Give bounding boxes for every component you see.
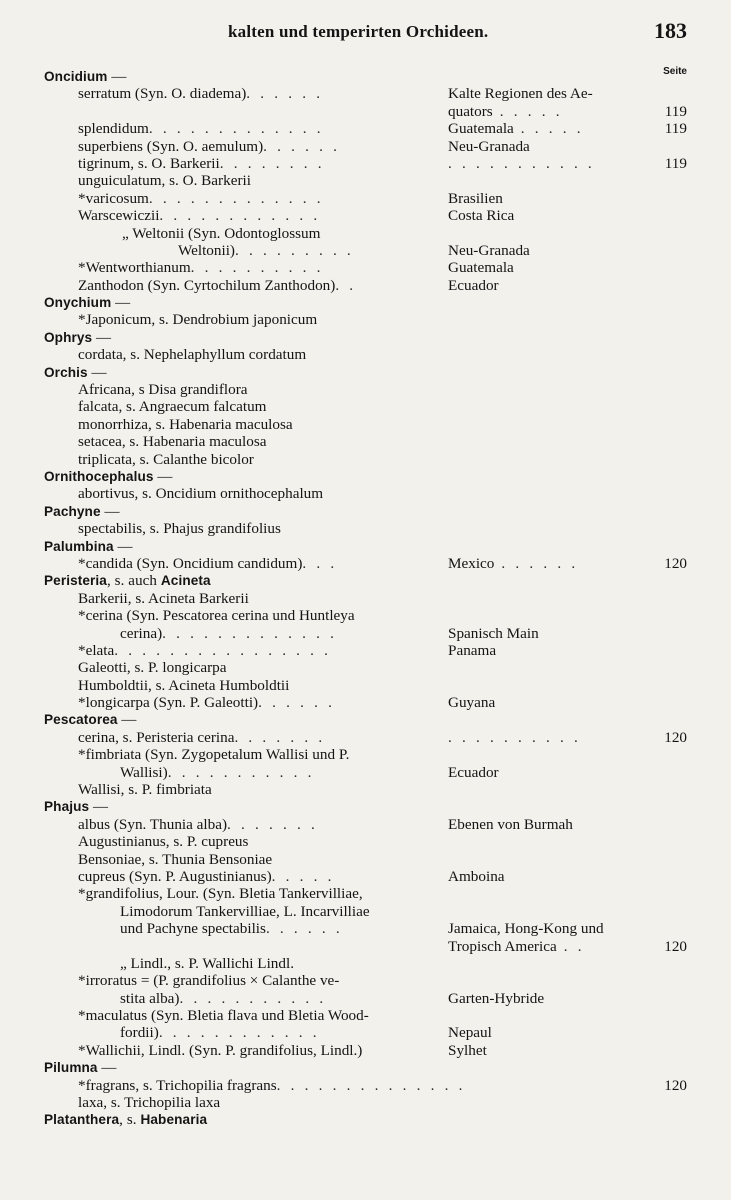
- index-row: [0, 346, 731, 363]
- genus-suffix: —: [107, 69, 127, 85]
- region-name: Neu-Granada: [448, 137, 530, 155]
- native-region: [448, 694, 495, 711]
- index-row: [0, 607, 731, 624]
- region-name: Sylhet: [448, 1041, 487, 1059]
- genus-heading-row: [0, 503, 731, 520]
- dot-leaders: . . . . .: [271, 867, 335, 885]
- genus-heading-row: [0, 68, 731, 85]
- region-name: Mexico: [448, 554, 495, 572]
- native-region: [448, 1042, 487, 1059]
- index-row: [0, 903, 731, 920]
- index-row: [0, 311, 731, 328]
- native-region: [448, 938, 585, 955]
- page-reference: 119: [664, 154, 687, 172]
- native-region: [448, 1024, 492, 1041]
- species-entry: *Wallichii, Lindl. (Syn. P. grandifolius, Lindl.): [78, 1041, 363, 1059]
- species-entry: Wallisi, s. P. fimbriata: [78, 781, 212, 799]
- genus-heading-row: [0, 364, 731, 381]
- genus-name: Phajus —: [44, 799, 109, 816]
- page-reference: 120: [664, 554, 687, 572]
- genus-heading-row: [0, 1059, 731, 1076]
- index-row: [0, 920, 731, 937]
- species-entry: Zanthodon (Syn. Cyrtochilum Zanthodon): [78, 276, 336, 294]
- region-dot-leaders: . . . . .: [492, 102, 563, 120]
- species-entry: cordata, s. Nephelaphyllum cordatum: [78, 346, 307, 364]
- genus-suffix: —: [97, 1060, 117, 1077]
- genus-heading-row: [0, 468, 731, 485]
- species-entry: falcata, s. Angraecum falcatum: [78, 398, 267, 416]
- index-row: [0, 833, 731, 850]
- genus-name: Palumbina —: [44, 538, 133, 555]
- genus-suffix: —: [87, 364, 107, 381]
- region-name: Jamaica, Hong-Kong und: [448, 920, 604, 938]
- native-region: [448, 920, 604, 937]
- region-name: Costa Rica: [448, 207, 515, 225]
- index-row: [0, 120, 731, 137]
- index-row: [0, 729, 731, 746]
- species-entry: *elata: [78, 641, 115, 659]
- native-region: [448, 242, 530, 259]
- region-name: Nepaul: [448, 1024, 492, 1042]
- region-name: Guyana: [448, 694, 496, 712]
- genus-heading-row: [0, 294, 731, 311]
- region-name: Brasilien: [448, 189, 503, 207]
- species-entry: cerina, s. Peristeria cerina: [78, 728, 235, 746]
- index-row: [0, 155, 731, 172]
- genus-suffix: , s. auch: [106, 573, 161, 590]
- orchid-index-list: [0, 68, 731, 1129]
- species-entry: *cerina (Syn. Pescatorea cerina und Huntleya: [78, 607, 355, 625]
- species-entry: setacea, s. Habenaria maculosa: [78, 433, 267, 451]
- species-entry: *varicosum: [78, 189, 149, 207]
- genus-heading-row: [0, 538, 731, 555]
- species-entry: Limodorum Tankervilliae, L. Incarvilliae: [120, 902, 370, 920]
- index-row: [0, 781, 731, 798]
- native-region: [448, 729, 581, 746]
- genus-suffix: —: [117, 712, 137, 729]
- dot-leaders: . . . . . . . . . . . .: [159, 207, 321, 225]
- index-row: [0, 451, 731, 468]
- genus-cross-reference: Habenaria: [140, 1112, 208, 1128]
- genus-heading-row: [0, 711, 731, 728]
- genus-suffix: —: [92, 329, 112, 346]
- native-region: [448, 120, 584, 137]
- page-reference: 120: [664, 728, 687, 746]
- page-reference: 119: [664, 102, 687, 120]
- index-row: [0, 138, 731, 155]
- genus-suffix: —: [113, 538, 133, 555]
- genus-name: Oncidium —: [44, 69, 127, 85]
- native-region: [448, 259, 514, 276]
- species-entry: stita alba): [120, 989, 180, 1007]
- index-row: [0, 172, 731, 189]
- species-entry: spectabilis, s. Phajus grandifolius: [78, 520, 281, 538]
- genus-suffix: —: [111, 295, 131, 312]
- region-dot-leaders: . . . . . . . . . .: [448, 728, 581, 746]
- species-entry: „ Weltonii (Syn. Odontoglossum: [122, 224, 321, 242]
- index-row: [0, 555, 731, 572]
- region-name: Amboina: [448, 867, 505, 885]
- species-entry: *grandifolius, Lour. (Syn. Bletia Tankervilliae,: [78, 885, 363, 903]
- species-entry: fordii): [120, 1024, 159, 1042]
- index-row: [0, 938, 731, 955]
- dot-leaders: . . . . . .: [263, 137, 341, 155]
- dot-leaders: . . . . . .: [265, 920, 343, 938]
- species-entry: *fragrans, s. Trichopilia fragrans: [78, 1076, 277, 1094]
- index-row: [0, 990, 731, 1007]
- species-entry: *Japonicum, s. Dendrobium japonicum: [78, 311, 318, 329]
- dot-leaders: . . . . . . . . . . . .: [158, 1024, 320, 1042]
- genus-name: Platanthera, s. Habenaria: [44, 1112, 208, 1129]
- dot-leaders: . . . . . . .: [234, 728, 326, 746]
- dot-leaders: . . . . . . . . . . .: [167, 763, 315, 781]
- index-row: [0, 520, 731, 537]
- dot-leaders: . . . . . .: [246, 85, 324, 103]
- species-entry: *irroratus = (P. grandifolius × Calanthe ve-: [78, 972, 340, 990]
- genus-suffix: , s.: [119, 1112, 141, 1129]
- species-entry: albus (Syn. Thunia alba): [78, 815, 228, 833]
- page-column-label: Seite: [663, 66, 687, 77]
- native-region: [448, 155, 595, 172]
- species-entry: *Wentworthianum: [78, 259, 191, 277]
- species-entry: splendidum: [78, 120, 149, 138]
- index-row: [0, 868, 731, 885]
- species-entry: laxa, s. Trichopilia laxa: [78, 1094, 221, 1112]
- region-name: Guatemala: [448, 259, 514, 277]
- native-region: [448, 816, 573, 833]
- species-entry: serratum (Syn. O. diadema): [78, 85, 247, 103]
- genus-suffix: —: [153, 468, 173, 485]
- native-region: [448, 277, 499, 294]
- index-row: [0, 1094, 731, 1111]
- dot-leaders: . .: [335, 276, 357, 294]
- dot-leaders: . . .: [302, 554, 338, 572]
- genus-heading-row: [0, 572, 731, 589]
- species-entry: und Pachyne spectabilis: [120, 920, 266, 938]
- species-entry: tigrinum, s. O. Barkerii: [78, 154, 220, 172]
- native-region: [448, 85, 593, 102]
- index-row: [0, 85, 731, 102]
- index-row: [0, 433, 731, 450]
- index-row: [0, 207, 731, 224]
- species-entry: Africana, s Disa grandiflora: [78, 381, 248, 399]
- index-row: [0, 277, 731, 294]
- index-row: [0, 103, 731, 120]
- dot-leaders: . . . . . . . . . . . . . . . .: [114, 641, 332, 659]
- dot-leaders: . . . . . . . . . . . . .: [148, 120, 324, 138]
- index-row: [0, 659, 731, 676]
- index-row: [0, 259, 731, 276]
- species-entry: unguiculatum, s. O. Barkerii: [78, 172, 251, 190]
- genus-heading-row: [0, 798, 731, 815]
- region-name: Neu-Granada: [448, 241, 530, 259]
- region-name: Ecuador: [448, 276, 499, 294]
- native-region: [448, 642, 496, 659]
- native-region: [448, 190, 503, 207]
- index-row: [0, 190, 731, 207]
- species-entry: Weltonii): [178, 241, 235, 259]
- genus-name: Orchis —: [44, 364, 107, 381]
- species-entry: *longicarpa (Syn. P. Galeotti): [78, 694, 259, 712]
- page-reference: 120: [664, 937, 687, 955]
- region-name: Garten-Hybride: [448, 989, 545, 1007]
- region-name: Panama: [448, 641, 497, 659]
- species-entry: Wallisi): [120, 763, 168, 781]
- region-name: Spanisch Main: [448, 624, 539, 642]
- region-name: Ebenen von Burmah: [448, 815, 573, 833]
- index-row: [0, 398, 731, 415]
- dot-leaders: . . . . . . . . .: [234, 241, 354, 259]
- index-row: [0, 972, 731, 989]
- index-row: [0, 485, 731, 502]
- index-row: [0, 1042, 731, 1059]
- species-entry: Humboldtii, s. Acineta Humboldtii: [78, 676, 290, 694]
- species-entry: abortivus, s. Oncidium ornithocephalum: [78, 485, 324, 503]
- index-row: [0, 1024, 731, 1041]
- region-name: Kalte Regionen des Ae-: [448, 85, 593, 103]
- native-region: [448, 990, 544, 1007]
- region-dot-leaders: . . . . . . . . . . .: [448, 154, 595, 172]
- region-name: quators: [448, 102, 493, 120]
- genus-heading-row: [0, 329, 731, 346]
- native-region: [448, 625, 539, 642]
- index-row: [0, 642, 731, 659]
- genus-name: Onychium —: [44, 295, 131, 312]
- index-row: [0, 764, 731, 781]
- index-row: [0, 242, 731, 259]
- native-region: [448, 138, 530, 155]
- genus-suffix: —: [89, 799, 109, 816]
- species-entry: cerina): [120, 624, 163, 642]
- region-name: Ecuador: [448, 763, 499, 781]
- species-entry: *maculatus (Syn. Bletia flava und Bletia Wood-: [78, 1007, 369, 1025]
- index-row: [0, 885, 731, 902]
- genus-name: Ophrys —: [44, 329, 112, 346]
- genus-name: Pachyne —: [44, 503, 120, 520]
- region-dot-leaders: . .: [556, 937, 585, 955]
- index-row: [0, 694, 731, 711]
- region-dot-leaders: . . . . .: [513, 120, 584, 138]
- running-head: [0, 18, 731, 46]
- running-head-title: kalten und temperirten Orchideen.: [228, 22, 489, 41]
- page-reference: 120: [664, 1076, 687, 1094]
- genus-name: Peristeria, s. auch Acineta: [44, 573, 211, 590]
- species-entry: „ Lindl., s. P. Wallichi Lindl.: [120, 954, 294, 972]
- native-region: [448, 103, 563, 120]
- species-entry: Warscewiczii: [78, 207, 160, 225]
- species-entry: Bensoniae, s. Thunia Bensoniae: [78, 850, 273, 868]
- species-entry: Barkerii, s. Acineta Barkerii: [78, 589, 249, 607]
- species-entry: *fimbriata (Syn. Zygopetalum Wallisi und P.: [78, 746, 350, 764]
- native-region: [448, 764, 499, 781]
- region-name: Guatemala: [448, 120, 514, 138]
- dot-leaders: . . . . . . .: [227, 815, 319, 833]
- dot-leaders: . . . . . .: [258, 694, 336, 712]
- index-row: [0, 416, 731, 433]
- species-entry: triplicata, s. Calanthe bicolor: [78, 450, 254, 468]
- species-entry: superbiens (Syn. O. aemulum): [78, 137, 264, 155]
- native-region: [448, 555, 578, 572]
- dot-leaders: . . . . . . . . . . . . . .: [276, 1076, 466, 1094]
- species-entry: cupreus (Syn. P. Augustinianus): [78, 867, 272, 885]
- index-row: [0, 816, 731, 833]
- index-row: [0, 1077, 731, 1094]
- species-entry: *candida (Syn. Oncidium candidum): [78, 554, 303, 572]
- dot-leaders: . . . . . . . . . . .: [179, 989, 327, 1007]
- page-reference: 119: [664, 120, 687, 138]
- region-dot-leaders: . . . . . .: [494, 554, 579, 572]
- species-entry: Galeotti, s. P. longicarpa: [78, 659, 227, 677]
- species-entry: monorrhiza, s. Habenaria maculosa: [78, 415, 293, 433]
- dot-leaders: . . . . . . . . . . . . .: [162, 624, 338, 642]
- native-region: [448, 868, 505, 885]
- dot-leaders: . . . . . . . . . . . . .: [148, 189, 324, 207]
- region-name: Tropisch America: [448, 937, 557, 955]
- index-row: [0, 1007, 731, 1024]
- index-row: [0, 590, 731, 607]
- index-row: [0, 625, 731, 642]
- native-region: [448, 207, 514, 224]
- genus-name: Pilumna —: [44, 1060, 117, 1077]
- index-row: [0, 746, 731, 763]
- index-row: [0, 225, 731, 242]
- genus-cross-reference: Acineta: [160, 573, 211, 589]
- genus-heading-row: [0, 1111, 731, 1128]
- genus-suffix: —: [100, 503, 120, 520]
- dot-leaders: . . . . . . . . . .: [190, 259, 324, 277]
- index-row: [0, 955, 731, 972]
- index-row: [0, 851, 731, 868]
- index-row: [0, 381, 731, 398]
- species-entry: Augustinianus, s. P. cupreus: [78, 833, 249, 851]
- genus-name: Pescatorea —: [44, 712, 137, 729]
- page-number: 183: [654, 18, 687, 43]
- genus-name: Ornithocephalus —: [44, 468, 173, 485]
- dot-leaders: . . . . . . . .: [219, 154, 325, 172]
- index-row: [0, 677, 731, 694]
